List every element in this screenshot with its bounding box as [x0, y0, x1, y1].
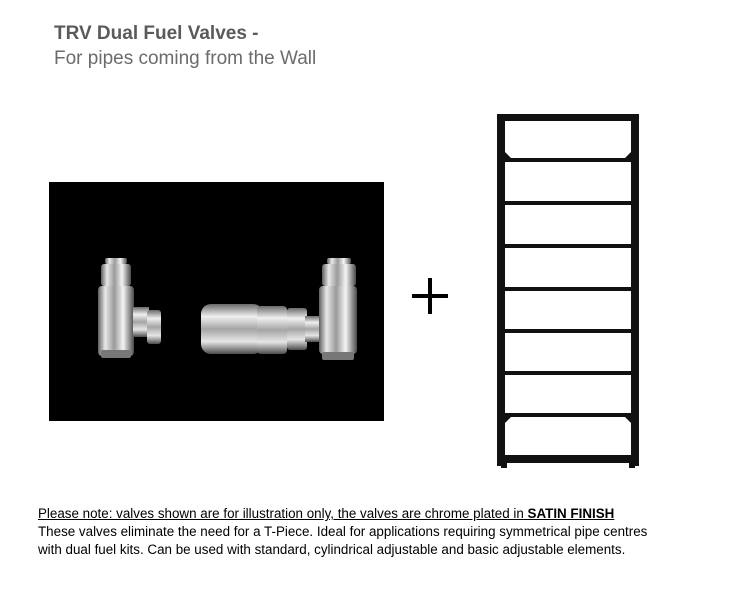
valves-photo	[49, 182, 384, 421]
finish-emphasis: SATIN FINISH	[527, 506, 615, 521]
disclaimer-text: Please note: valves shown are for illustration only, the valves are chrome plated in	[38, 506, 524, 521]
description-line-2: with dual fuel kits. Can be used with standard, cylindrical adjustable and basic adjustable elements.	[38, 542, 626, 557]
ladder-radiator-illustration	[494, 112, 642, 470]
plus-icon	[412, 278, 448, 314]
description-line-1: These valves eliminate the need for a T-Piece. Ideal for applications requiring symmetrical pipe centres	[38, 524, 648, 539]
page-subtitle: For pipes coming from the Wall	[54, 48, 317, 69]
right-valve	[319, 258, 357, 360]
thermostatic-head	[201, 304, 323, 354]
valves-illustration	[49, 182, 384, 421]
page-title: TRV Dual Fuel Valves -	[54, 23, 259, 44]
left-valve	[98, 258, 161, 358]
disclaimer-line	[38, 505, 738, 523]
product-note	[38, 505, 738, 559]
